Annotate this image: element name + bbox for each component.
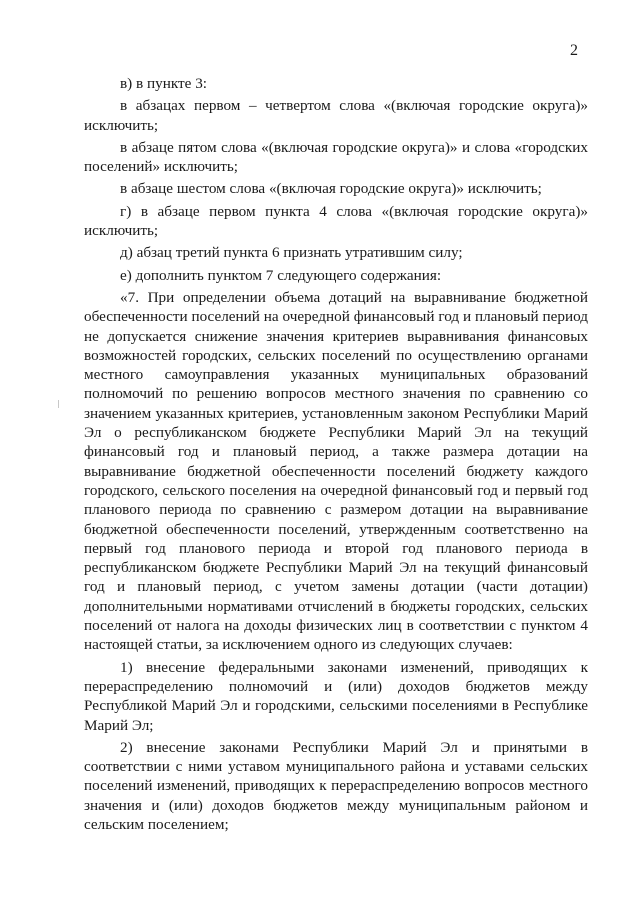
paragraph-case-1: 1) внесение федеральными законами изменений, приводящих к перераспределению полномочий и (или) доходов бюджетов между Республикой Марий Эл и городскими, сельскими поселениями в Республике Марий Эл; <box>84 658 588 734</box>
document-body <box>84 74 588 834</box>
page-number: 2 <box>570 42 578 59</box>
paragraph-v-abzats-5: в абзаце пятом слова «(включая городские округа)» и слова «городских поселений» исключить; <box>84 138 588 176</box>
paragraph-v-abzats-6: в абзаце шестом слова «(включая городские округа)» исключить; <box>120 180 542 198</box>
scan-artifact <box>58 400 59 408</box>
paragraph-e: е) дополнить пунктом 7 следующего содержания: <box>120 266 442 284</box>
paragraph-v: в) в пункте 3: <box>120 75 208 92</box>
paragraph-g: г) в абзаце первом пункта 4 слова «(включая городские округа)» исключить; <box>84 202 588 240</box>
paragraph-punkt-7: «7. При определении объема дотаций на выравнивание бюджетной обеспеченности поселений на очередной финансовый год и плановый период не допускается снижение значения критериев выравнивания финансовых возможностей городских, сельских поселений по осуществлению органами местного самоуправления указанных муниципальных образований полномочий по решению вопросов местного значения по сравнению со значением указанных критериев, установленным законом Республики Марий Эл о республиканском бюджете Республики Марий Эл на текущий финансовый год и плановый период, а также размера дотации на выравнивание бюджетной обеспеченности поселений бюджету каждого городского, сельского поселения на очередной финансовый год и первый год планового периода по сравнению с размером дотации на выравнивание бюджетной обеспеченности поселений, утвержденным соответственно на первый год планового периода и второй год планового периода в республиканском бюджете Республики Марий Эл на текущий финансовый год и плановый период, с учетом замены дотации (части дотации) дополнительными нормативами отчислений в бюджеты городских, сельских поселений от налога на доходы физических лиц в соответствии с пунктом 4 настоящей статьи, за исключением одного из следующих случаев: <box>84 288 588 654</box>
paragraph-v-abzatsy-1-4: в абзацах первом – четвертом слова «(включая городские округа)» исключить; <box>84 97 588 134</box>
paragraph-case-2: 2) внесение законами Республики Марий Эл и принятыми в соответствии с ними уставом муниципального района и уставами сельских поселений изменений, приводящих к перераспределению вопросов местного значения и (или) доходов бюджетов между муниципальным районом и сельским поселением; <box>84 738 588 833</box>
paragraph-d: д) абзац третий пункта 6 признать утратившим силу; <box>120 244 463 262</box>
